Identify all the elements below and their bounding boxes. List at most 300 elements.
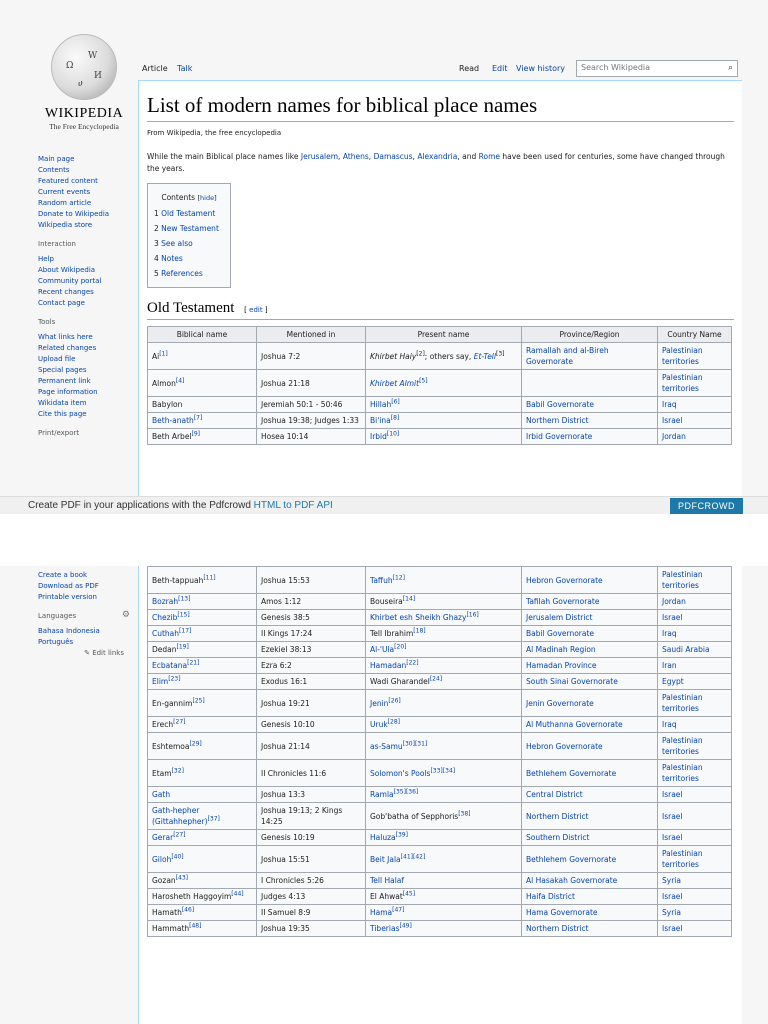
citation-ref[interactable]: [35][36] [393,788,419,796]
sidebar-item-upload-file[interactable]: Upload file [38,355,76,363]
cell-present-name-text[interactable]: Uruk [370,720,388,729]
cell-province-region [522,846,658,873]
citation-ref[interactable]: [28] [387,718,400,726]
edit-links-label: Edit links [92,649,124,657]
cell-province-region [522,397,658,413]
cell-mentioned-in-text: Jeremiah 50:1 - 50:46 [261,400,343,409]
citation-ref[interactable]: [39] [395,831,408,839]
logo-glyph: И [94,71,102,81]
column-header-biblical-name: Biblical name [148,327,257,343]
cell-present-name [366,642,522,658]
cell-present-name-text[interactable]: Taffuh [370,575,393,585]
cell-present-name [366,921,522,937]
table-row [148,397,732,413]
cell-mentioned-in [257,397,366,413]
cell-biblical-name-text: Harosheth Haggoyim [152,892,232,901]
cell-present-name-text[interactable]: Al-'Ula [370,645,395,654]
sidebar-item-bahasa-indonesia[interactable]: Bahasa Indonesia [38,627,100,635]
cell-mentioned-in [257,803,366,830]
cell-present-name [366,830,522,846]
sidebar-item-cite-this-page[interactable]: Cite this page [38,410,87,418]
citation-ref[interactable]: [6] [391,398,400,406]
cell-province-region-text[interactable]: Ramallah and al-Bireh Governorate [526,346,609,366]
citation-ref[interactable]: [2] [416,350,425,357]
sidebar-item-related-changes[interactable]: Related changes [38,344,97,352]
cell-mentioned-in-text: Joshua 19:13; 2 Kings 14:25 [261,806,343,826]
table-row [148,343,732,370]
citation-ref[interactable]: [33][34] [430,767,456,774]
cell-biblical-name-text[interactable]: Giloh [152,854,172,864]
places-table [147,326,732,445]
toc-number: 4 [154,254,162,263]
sidebar-item-special-pages[interactable]: Special pages [38,366,87,374]
cell-province-region [522,594,658,610]
citation-ref[interactable]: [40] [171,853,184,860]
citation-ref[interactable]: [48] [189,922,202,930]
cell-biblical-name-text: En-gannim [152,698,193,708]
cell-country-text[interactable]: Palestinian territories [662,570,703,590]
cell-province-region-text[interactable]: Bethlehem Governorate [526,854,617,864]
citation-ref[interactable]: [37] [207,815,220,823]
cell-mentioned-in-text: Joshua 21:18 [261,378,310,388]
table-row [148,626,732,642]
cell-country-text[interactable]: Egypt [662,677,684,686]
cell-province-region-text[interactable]: South Sinai Governorate [526,677,618,686]
sidebar-item-create-a-book[interactable]: Create a book [38,571,88,579]
cell-present-name-text[interactable]: Hama [370,908,393,917]
cell-country [658,413,732,429]
cell-province-region-text[interactable]: Babil Governorate [526,629,595,638]
cell-present-name [366,674,522,690]
cell-present-name-text: Bouseira [370,597,403,606]
cell-mentioned-in-text: Hosea 10:14 [261,432,309,441]
cell-biblical-name-text[interactable]: Beth-anath [152,416,194,425]
cell-province-region-text[interactable]: Bethlehem Governorate [526,768,617,778]
cell-country [658,370,732,397]
cell-country [658,429,732,445]
cell-biblical-name-text: Almon [152,378,176,388]
cell-country [658,787,732,803]
cell-present-name-text[interactable]: Ramla [370,790,394,799]
cell-biblical-name-text: Babylon [152,400,183,409]
cell-mentioned-in-text: Joshua 13:3 [261,790,306,799]
column-header-present-name: Present name [366,327,522,343]
cell-biblical-name-text[interactable]: Ecbatana [152,661,188,670]
citation-ref[interactable]: [19] [176,643,189,651]
sidebar-item-contact-page[interactable]: Contact page [38,299,85,307]
cell-province-region-text[interactable]: Haifa District [526,892,575,901]
cell-province-region-text[interactable]: Northern District [526,924,589,933]
toc-link-references[interactable]: References [161,269,203,278]
cell-present-name [366,905,522,921]
cell-province-region-text[interactable]: Hamadan Province [526,661,597,670]
cell-country-text[interactable]: Iraq [662,400,677,409]
cell-mentioned-in-text: Joshua 15:51 [261,854,310,864]
toc-link-notes[interactable]: Notes [161,254,183,263]
sidebar-item-featured-content[interactable]: Featured content [38,177,98,185]
article-content-continued [138,566,742,1024]
cell-country-text[interactable]: Israel [662,811,683,821]
cell-province-region-text[interactable]: Tafilah Governorate [526,597,600,606]
cell-mentioned-in-text: Joshua 19:38; Judges 1:33 [261,416,359,425]
citation-ref[interactable]: [24] [429,675,443,683]
cell-province-region-text[interactable]: Babil Governorate [526,400,595,409]
cell-biblical-name-text: Beth-tappuah [152,575,204,585]
sidebar-item-donate-to-wikipedia[interactable]: Donate to Wikipedia [38,210,110,218]
citation-ref[interactable]: [30][31] [402,740,428,747]
cell-mentioned-in [257,594,366,610]
citation-ref[interactable]: [23] [168,675,181,683]
sidebar-item-main-page[interactable]: Main page [38,155,75,163]
cell-present-name [366,567,522,594]
cell-mentioned-in-text: Genesis 10:10 [261,720,315,729]
sidebar-item-random-article[interactable]: Random article [38,199,92,207]
citation-ref[interactable]: [3] [495,350,505,357]
sidebar-print-items [38,570,138,603]
cell-biblical-name-text[interactable]: Chezib [152,613,178,622]
cell-biblical-name [148,921,257,937]
citation-ref[interactable]: [15] [177,611,190,619]
toc-item[interactable] [154,206,224,221]
cell-mentioned-in [257,642,366,658]
cell-mentioned-in [257,658,366,674]
column-header-province-region: Province/Region [522,327,658,343]
pdfcrowd-button[interactable]: PDFCROWD [670,498,743,514]
tab-edit[interactable]: Edit [492,64,508,73]
cell-province-region [522,343,658,370]
tab-read[interactable]: Read [459,64,480,73]
cell-mentioned-in [257,846,366,873]
cell-present-name [366,626,522,642]
cell-biblical-name-text[interactable]: Gath [152,790,171,799]
cell-mentioned-in-text: Joshua 7:2 [261,351,301,361]
cell-biblical-name-text[interactable]: Gath-hepher (Gittahhepher) [152,806,208,826]
cell-province-region-text[interactable]: Hama Governorate [526,908,598,917]
section-edit-link[interactable]: edit [249,306,263,314]
intro-paragraph: While the main Biblical place names like Jerusalem, Athens, Damascus, Alexandria, and Rome have been used for centuries, some have changed through the years. [147,152,725,173]
sidebar-item-printable-version[interactable]: Printable version [38,593,97,601]
cell-country-text[interactable]: Palestinian territories [662,849,703,869]
cell-province-region-text[interactable]: Al Hasakah Governorate [526,876,618,885]
cell-mentioned-in [257,760,366,787]
intro-link-jerusalem[interactable]: Jerusalem [300,152,339,161]
column-header-country-name: Country Name [658,327,732,343]
cell-mentioned-in-text: Ezra 6:2 [261,661,292,670]
cell-country-text[interactable]: Palestinian territories [662,763,703,783]
cell-province-region [522,674,658,690]
cell-biblical-name [148,626,257,642]
citation-ref[interactable]: [11] [203,574,216,581]
cell-country-text[interactable]: Syria [662,876,681,885]
sidebar-item-about-wikipedia[interactable]: About Wikipedia [38,266,96,274]
cell-country [658,733,732,760]
cell-mentioned-in [257,690,366,717]
places-table-continued [147,566,732,937]
search-input[interactable] [576,60,738,77]
citation-ref[interactable]: [46] [181,906,195,914]
citation-ref[interactable]: [38] [458,810,471,817]
cell-province-region-text[interactable]: Hebron Governorate [526,575,603,585]
cell-country-text[interactable]: Jordan [662,432,686,441]
pencil-icon: ✎ [84,649,90,657]
table-row [148,921,732,937]
cell-present-name [366,658,522,674]
intro-link-athens[interactable]: Athens [342,152,369,161]
cell-country [658,594,732,610]
cell-country [658,921,732,937]
sidebar-item-what-links-here[interactable]: What links here [38,333,93,341]
pdfcrowd-text: Create PDF in your applications with the Pdfcrowd [28,500,254,511]
cell-province-region-text[interactable]: Northern District [526,416,589,425]
cell-mentioned-in [257,787,366,803]
toc-hide-link[interactable]: hide [200,194,215,202]
edit-links[interactable] [38,648,138,659]
cell-country-text[interactable]: Palestinian territories [662,736,703,756]
logo-wordmark: WIKIPEDIA [44,106,124,121]
citation-ref[interactable]: [4] [175,377,185,384]
cell-country [658,642,732,658]
citation-ref[interactable]: [1] [159,350,168,357]
toc-link-see-also[interactable]: See also [161,239,193,248]
cell-mentioned-in-text: Ezekiel 38:13 [261,645,312,654]
sidebar-item-recent-changes[interactable]: Recent changes [38,288,94,296]
cell-present-name-text: Wadi Gharandel [370,677,430,686]
cell-present-name-text[interactable]: Beit Jala [370,854,401,864]
cell-province-region-text[interactable]: Southern District [526,833,590,842]
citation-ref[interactable]: [27] [173,831,186,839]
cell-mentioned-in [257,830,366,846]
cell-country-text[interactable]: Iraq [662,720,677,729]
cell-country [658,803,732,830]
cell-country [658,674,732,690]
cell-biblical-name [148,370,257,397]
table-row [148,610,732,626]
toc-item[interactable] [154,251,224,266]
cell-country [658,760,732,787]
sidebar-item-permanent-link[interactable]: Permanent link [38,377,91,385]
cell-present-name [366,760,522,787]
citation-ref[interactable]: [13] [178,595,191,603]
toc-number: 1 [154,209,162,218]
cell-province-region-text[interactable]: Central District [526,790,583,799]
cell-country-text[interactable]: Israel [662,790,683,799]
sidebar-item-help[interactable]: Help [38,255,54,263]
citation-ref[interactable]: [26] [388,697,401,704]
cell-province-region-text[interactable]: Northern District [526,811,589,821]
cell-province-region [522,733,658,760]
cell-province-region-text[interactable]: Jerusalem District [526,613,593,622]
present-name-link[interactable]: Et-Tell [473,351,496,361]
cell-mentioned-in-text: I Chronicles 5:26 [261,876,324,885]
cell-province-region-text[interactable]: Irbid Governorate [526,432,593,441]
cell-present-name-text[interactable]: Hamadan [370,661,407,670]
sidebar-item-wikipedia-store[interactable]: Wikipedia store [38,221,93,229]
puzzle-globe-icon [51,34,117,100]
gear-icon[interactable]: ⚙ [121,610,130,620]
cell-present-name-text[interactable]: Hillah [370,400,392,409]
citation-ref[interactable]: [29] [189,740,202,747]
toc-link-old-testament[interactable]: Old Testament [161,209,216,218]
sidebar-item-current-events[interactable]: Current events [38,188,91,196]
cell-mentioned-in [257,905,366,921]
cell-biblical-name [148,594,257,610]
toc-item[interactable] [154,236,224,251]
tab-article[interactable]: Article [142,64,168,73]
cell-province-region-text[interactable]: Hebron Governorate [526,741,603,751]
toc-item[interactable] [154,266,224,281]
cell-present-name-text[interactable]: as-Samu [370,741,403,751]
cell-biblical-name-text[interactable]: Elim [152,677,169,686]
cell-country [658,626,732,642]
search-placeholder: Search Wikipedia [581,63,651,72]
cell-biblical-name [148,717,257,733]
cell-biblical-name [148,905,257,921]
sidebar-item-contents[interactable]: Contents [38,166,70,174]
logo-glyph: ሀ [78,79,83,89]
citation-ref[interactable]: [49] [399,922,412,930]
cell-present-name-text[interactable]: Tiberias [370,924,400,933]
citation-ref[interactable]: [25] [192,697,205,704]
cell-biblical-name [148,803,257,830]
citation-ref[interactable]: [7] [193,414,203,422]
cell-biblical-name [148,413,257,429]
cell-present-name-text[interactable]: Khirbet esh Sheikh Ghazy [370,613,467,622]
cell-mentioned-in [257,889,366,905]
toc-link-new-testament[interactable]: New Testament [161,224,219,233]
cell-country-text[interactable]: Jordan [662,597,686,606]
cell-biblical-name-text: Eshtemoa [152,741,190,751]
wikipedia-logo[interactable] [40,34,128,134]
cell-mentioned-in [257,343,366,370]
intro-link-rome[interactable]: Rome [478,152,500,161]
citation-ref[interactable]: [14] [402,595,416,603]
citation-ref[interactable]: [43] [175,874,189,882]
cell-present-name-text[interactable]: Irbid [370,432,387,441]
cell-country-text[interactable]: Iraq [662,629,677,638]
cell-present-name-text[interactable]: Jenin [370,698,389,708]
cell-present-name-text[interactable]: Bi'ina [370,416,391,425]
sidebar-item-download-as-pdf[interactable]: Download as PDF [38,582,99,590]
cell-biblical-name [148,889,257,905]
cell-province-region-text[interactable]: Al Muthanna Governorate [526,720,623,729]
cell-country-text[interactable]: Israel [662,924,683,933]
cell-country [658,873,732,889]
cell-biblical-name-text[interactable]: Bozrah [152,597,179,606]
cell-province-region [522,830,658,846]
cell-country-text[interactable]: Israel [662,833,683,842]
cell-biblical-name-text: Gozan [152,876,176,885]
cell-present-name-text[interactable]: Solomon's Pools [370,768,431,778]
cell-province-region [522,787,658,803]
cell-country-text[interactable]: Palestinian territories [662,373,703,393]
table-row [148,690,732,717]
cell-biblical-name-text[interactable]: Gerar [152,833,174,842]
toc-item[interactable] [154,221,224,236]
citation-ref[interactable]: [47] [392,906,405,914]
toc-title: Contents [hide] [161,193,217,202]
citation-ref[interactable]: [10] [386,430,400,438]
citation-ref[interactable]: [9] [191,430,201,438]
table-row [148,594,732,610]
cell-country [658,397,732,413]
cell-country-text[interactable]: Israel [662,613,683,622]
cell-biblical-name [148,642,257,658]
cell-biblical-name [148,343,257,370]
cell-present-name [366,787,522,803]
citation-ref[interactable]: [17] [179,627,192,635]
table-row [148,787,732,803]
cell-country-text[interactable]: Israel [662,892,683,901]
cell-mentioned-in-text: Joshua 19:21 [261,698,310,708]
table-row [148,760,732,787]
sidebar-languages-group [38,611,138,659]
cell-country [658,343,732,370]
cell-country [658,717,732,733]
citation-ref[interactable]: [27] [173,718,186,726]
citation-ref[interactable]: [21] [187,659,200,667]
citation-ref[interactable]: [16] [466,611,479,619]
cell-country [658,610,732,626]
cell-province-region [522,370,658,397]
tab-view-history[interactable]: View history [516,64,566,73]
table-row [148,642,732,658]
cell-country-text[interactable]: Israel [662,416,683,425]
cell-country-text[interactable]: Palestinian territories [662,693,703,713]
cell-province-region-text[interactable]: Al Madinah Region [526,645,596,654]
cell-present-name-text[interactable]: Haluza [370,833,396,842]
cell-province-region [522,717,658,733]
tab-talk[interactable]: Talk [177,64,193,73]
cell-biblical-name [148,674,257,690]
citation-ref[interactable]: [5] [419,377,428,384]
cell-province-region-text[interactable]: Jenin Governorate [526,698,594,708]
citation-ref[interactable]: [45] [402,890,416,898]
pdfcrowd-api-link[interactable]: HTML to PDF API [253,500,333,511]
citation-ref[interactable]: [8] [390,414,400,422]
cell-country-text[interactable]: Palestinian territories [662,346,703,366]
table-row [148,803,732,830]
citation-ref[interactable]: [32] [171,767,184,774]
sidebar-item-wikidata-item[interactable]: Wikidata item [38,399,87,407]
cell-present-name-text: El Ahwat [370,892,403,901]
cell-province-region [522,803,658,830]
cell-mentioned-in-text: II Samuel 8:9 [261,908,311,917]
intro-link-damascus[interactable]: Damascus [373,152,413,161]
intro-link-alexandria[interactable]: Alexandria [417,152,458,161]
citation-ref[interactable]: [18] [413,627,426,635]
cell-province-region [522,429,658,445]
cell-present-name-text[interactable]: Tell Halaf [370,876,405,885]
citation-ref[interactable]: [22] [406,659,419,667]
cell-present-name [366,594,522,610]
cell-country-text[interactable]: Syria [662,908,681,917]
citation-ref[interactable]: [41][42] [400,853,426,860]
cell-mentioned-in [257,413,366,429]
sidebar-item-community-portal[interactable]: Community portal [38,277,102,285]
citation-ref[interactable]: [20] [394,643,407,651]
citation-ref[interactable]: [44] [231,890,244,898]
sidebar-item-portugu-s[interactable]: Português [38,638,74,646]
cell-biblical-name-text[interactable]: Cuthah [152,629,180,638]
search-icon[interactable]: ⌕ [727,63,733,73]
cell-mentioned-in [257,717,366,733]
citation-ref[interactable]: [12] [392,574,405,581]
cell-present-name-text[interactable]: Khirbet Almit [370,378,420,388]
cell-country-text[interactable]: Saudi Arabia [662,645,710,654]
sidebar-item-page-information[interactable]: Page information [38,388,98,396]
cell-mentioned-in-text: Genesis 38:5 [261,613,310,622]
cell-country-text[interactable]: Iran [662,661,677,670]
